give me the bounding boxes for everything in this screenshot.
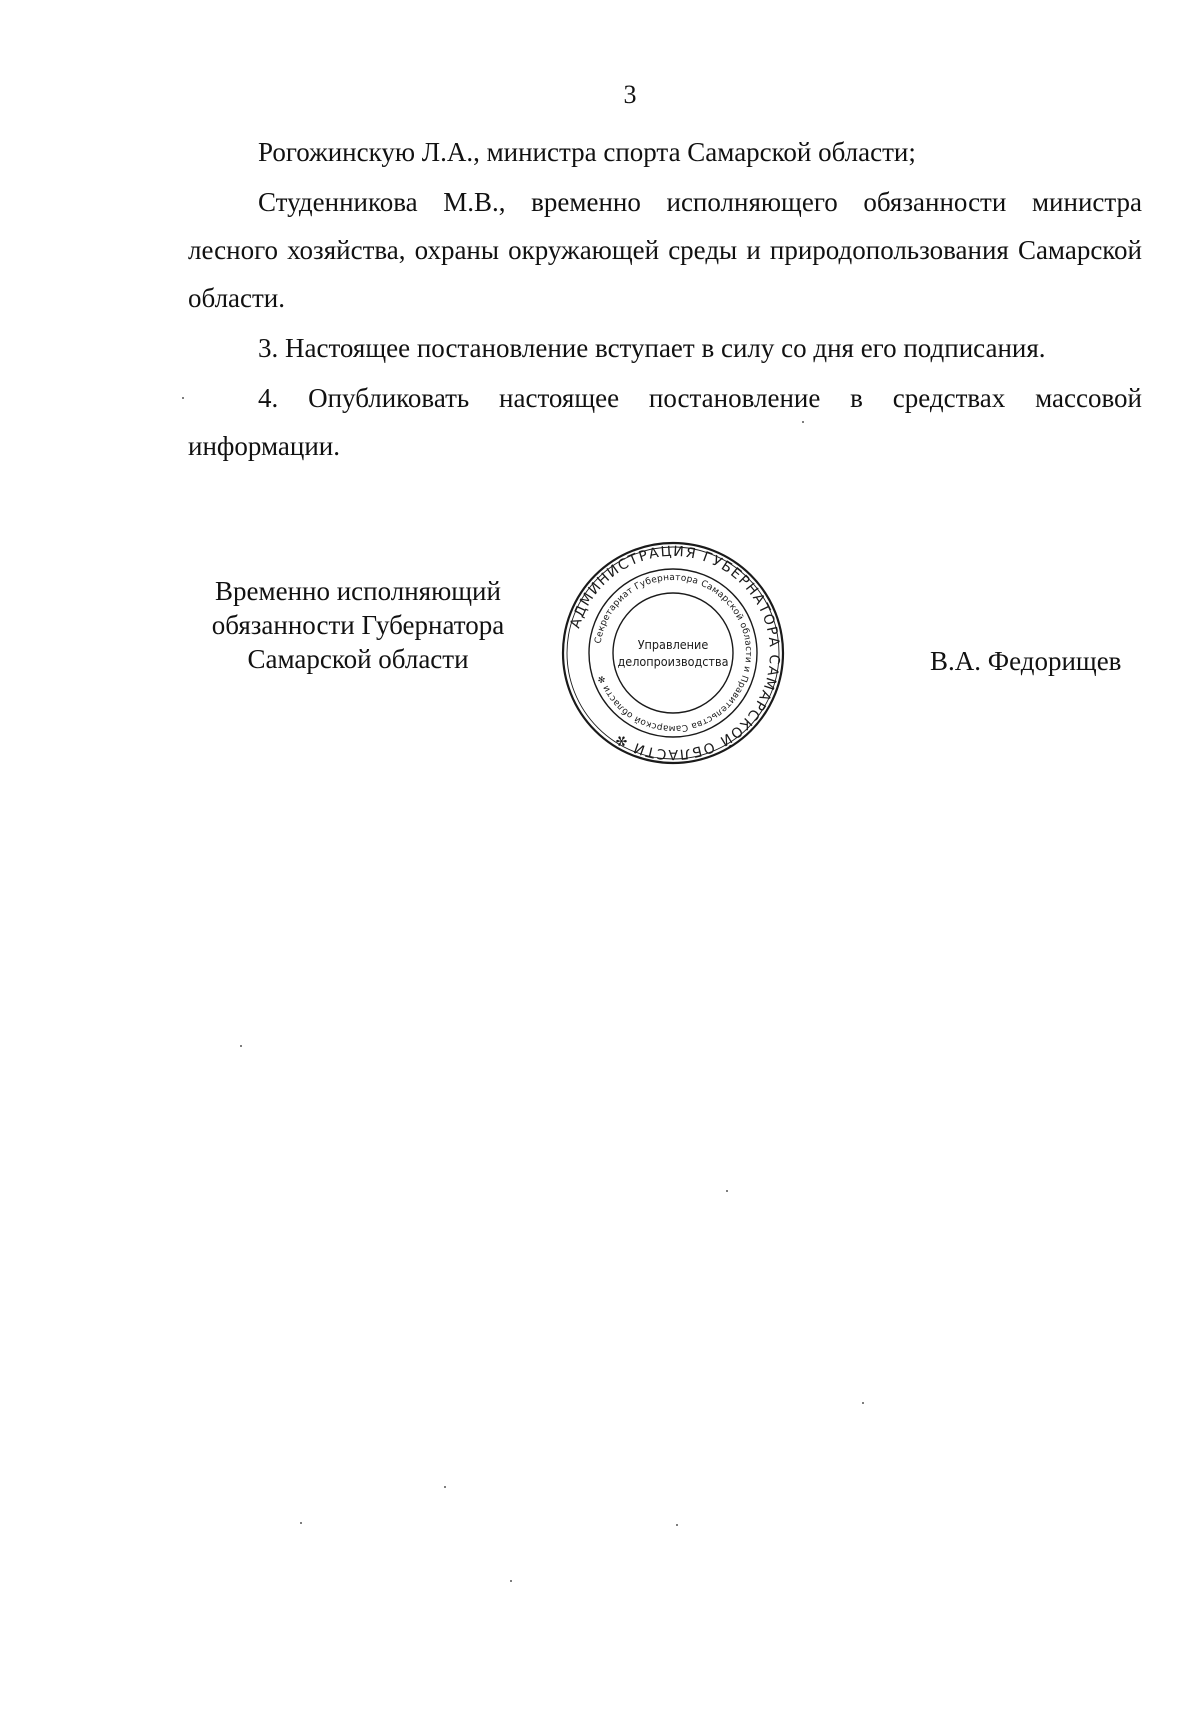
paragraph-appointee-forestry: Студенникова М.В., временно исполняющего обязанности министра лесного хозяйства, охраны окружающей среды и природопользования Самарской области. (188, 187, 1142, 313)
page-number: 3 (623, 80, 637, 109)
signatory-position-line: обязанности Губернатора (211, 610, 505, 640)
signatory-position-line: Самарской области (247, 644, 469, 674)
seal-center-text (560, 540, 786, 766)
signatory-position-line: Временно исполняющий (215, 576, 501, 606)
scan-speck (862, 1402, 864, 1404)
signatory-name: В.А. Федорищев (930, 646, 1122, 676)
scan-speck (300, 1522, 302, 1524)
official-seal (560, 540, 786, 766)
paragraph-clause-4: 4. Опубликовать настоящее постановление в средствах массовой информации. (188, 383, 1142, 461)
scan-speck (444, 1486, 446, 1488)
seal-center-line: делопроизводства (617, 654, 729, 669)
seal-inner-text: Секретариат Губернатора Самарской области и Правительства Самарской области ✻ (593, 572, 754, 734)
paragraph-appointee-sport: Рогожинскую Л.А., министра спорта Самарской области; (258, 137, 916, 167)
scan-speck (802, 421, 804, 423)
seal-center-line: Управление (637, 637, 709, 652)
document-body (188, 128, 1142, 470)
scan-speck (676, 1524, 678, 1526)
seal-outer-text: АДМИНИСТРАЦИЯ ГУБЕРНАТОРА САМАРСКОЙ ОБЛАСТИ ✻ (567, 543, 783, 763)
scan-speck (726, 1190, 728, 1192)
signatory-position (178, 574, 538, 676)
scan-speck (240, 1045, 242, 1047)
paragraph-clause-3: 3. Настоящее постановление вступает в силу со дня его подписания. (258, 333, 1046, 363)
scan-speck (510, 1580, 512, 1582)
scan-speck (182, 397, 184, 399)
